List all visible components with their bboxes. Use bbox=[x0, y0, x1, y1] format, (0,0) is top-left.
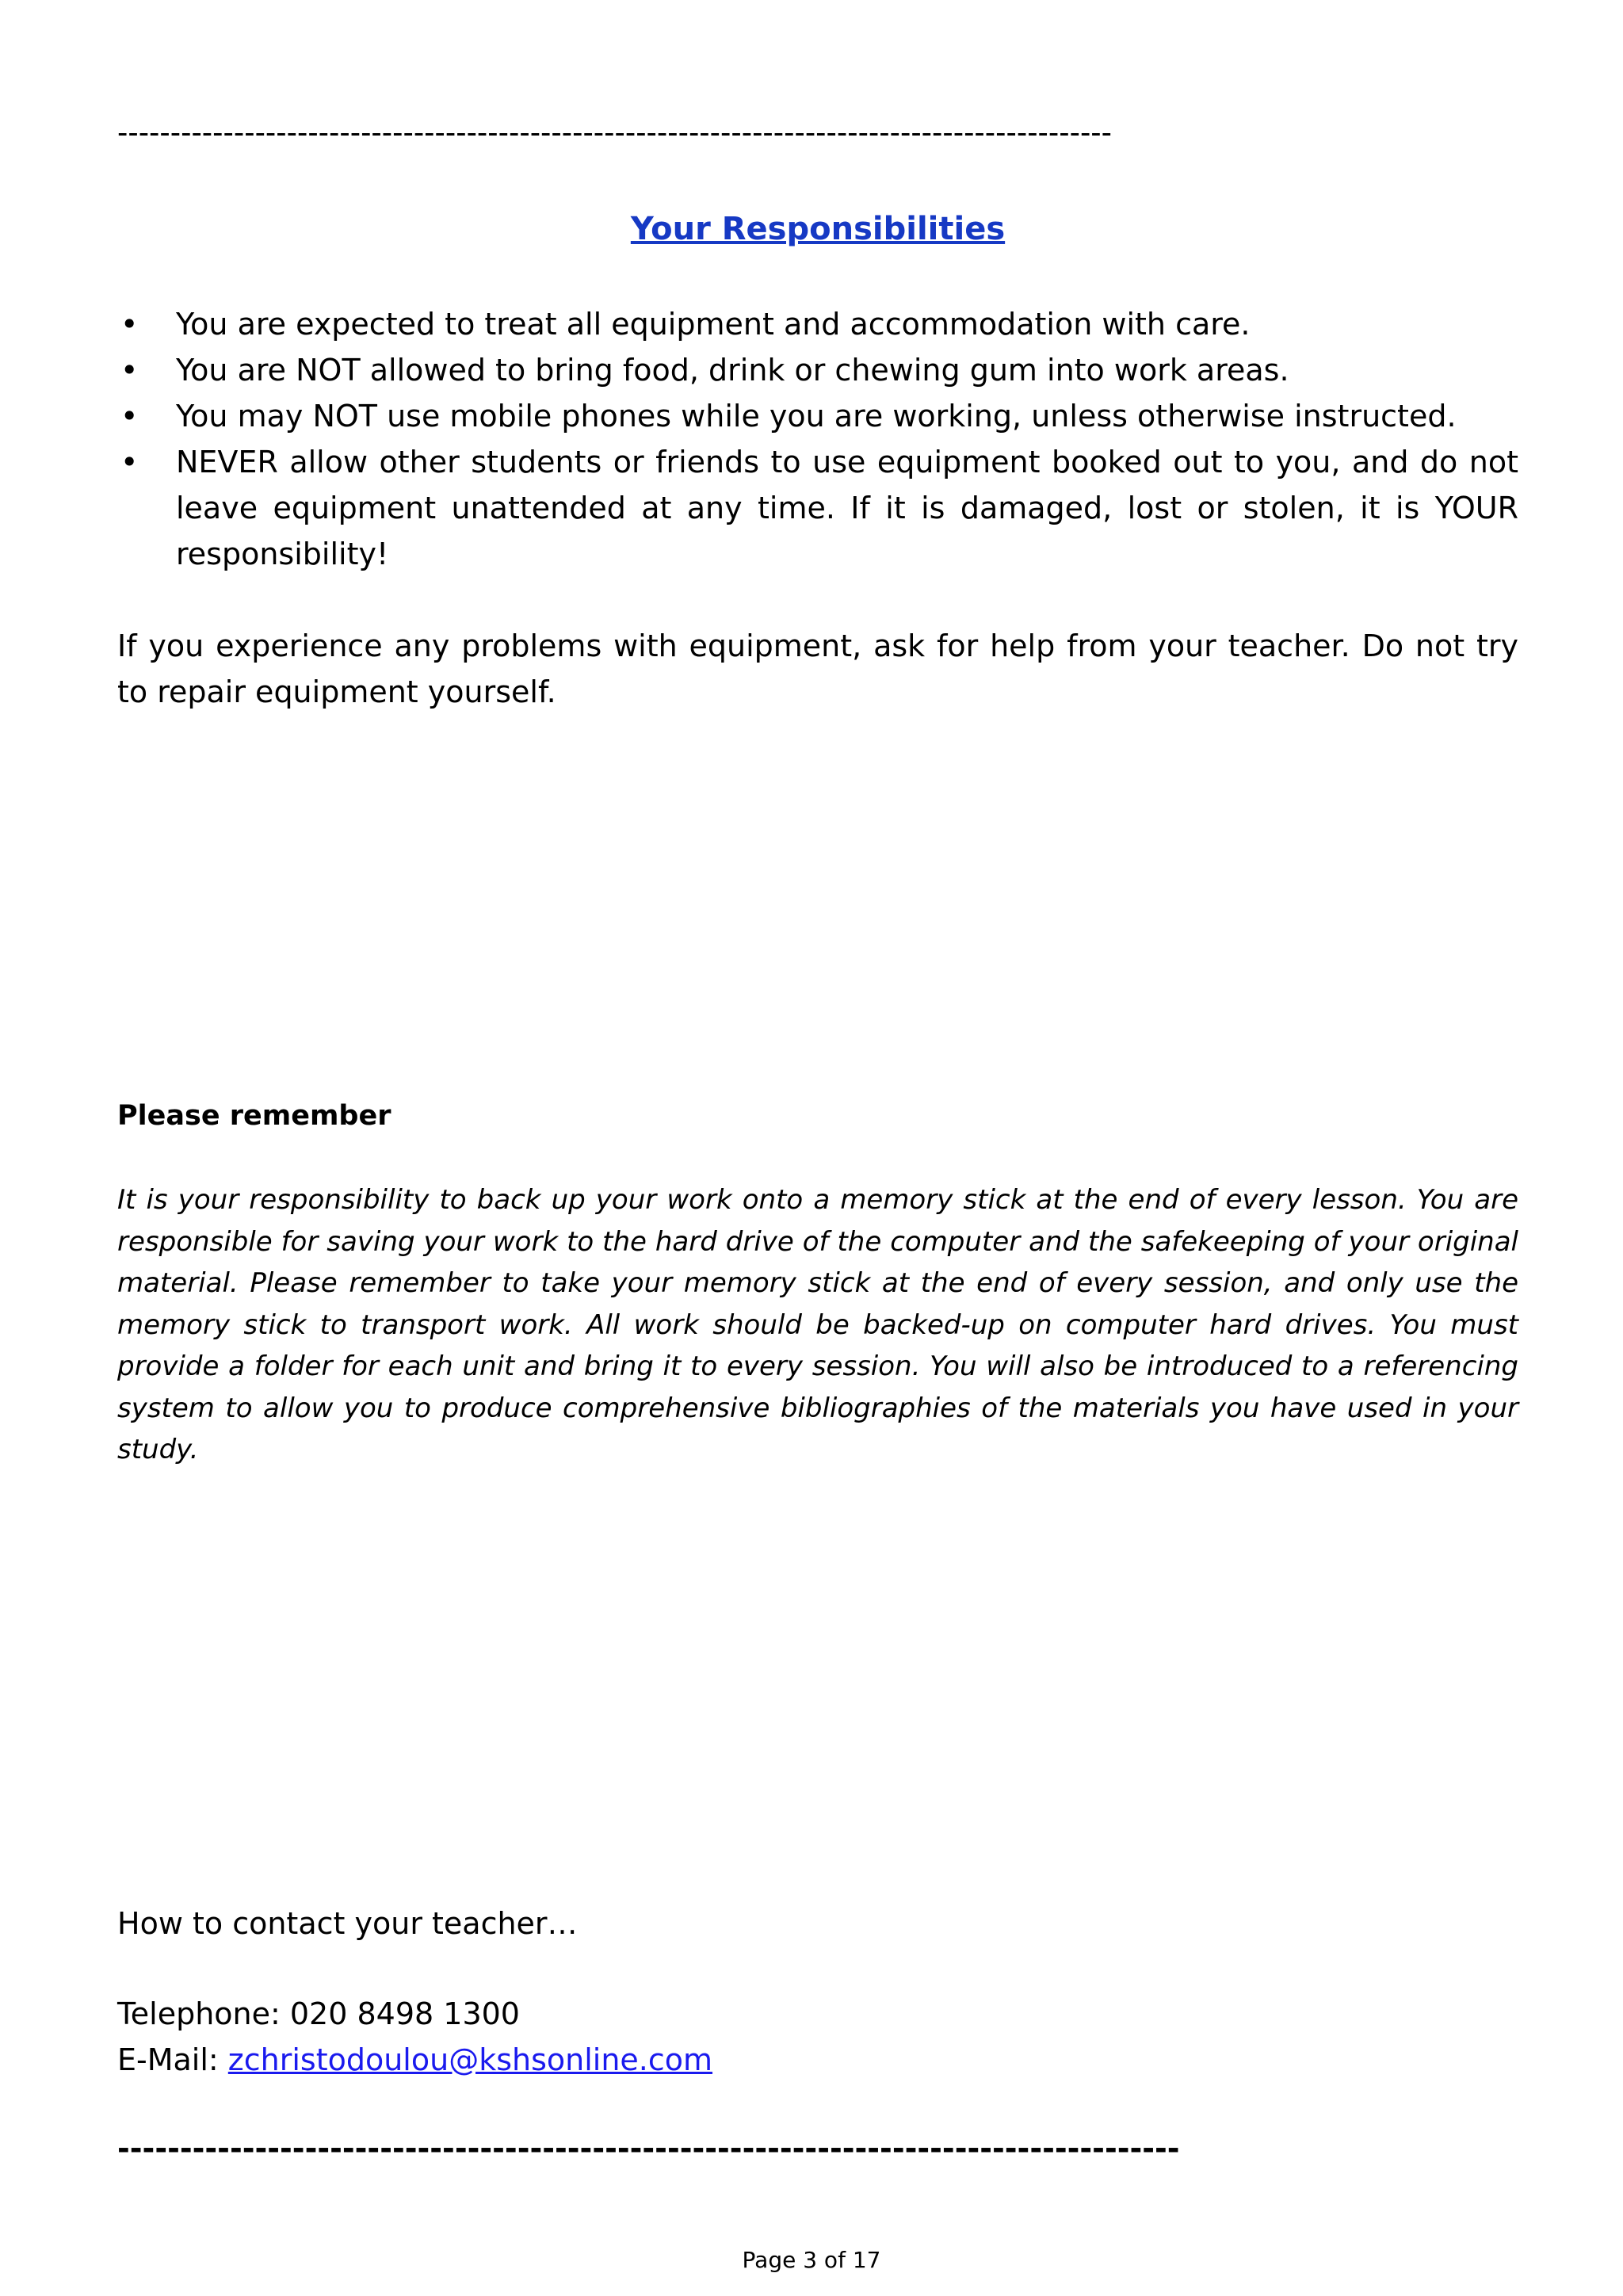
list-item bbox=[117, 393, 1518, 439]
bullet-icon: • bbox=[120, 445, 139, 479]
page-title: Your Responsibilities bbox=[630, 211, 1006, 247]
list-item bbox=[117, 439, 1518, 577]
page-number: Page 3 of 17 bbox=[742, 2247, 881, 2273]
list-item-text: NEVER allow other students or friends to use equipment booked out to you, and do not leave equipment unattended at any time. If it is damaged, lost or stolen, it is YOUR responsibility! bbox=[176, 445, 1518, 571]
separator-top: ---------------------------------------------------------------------------------------------- bbox=[117, 116, 1113, 150]
bullet-icon: • bbox=[120, 353, 139, 388]
list-item bbox=[117, 301, 1518, 347]
remember-heading: Please remember bbox=[117, 1100, 391, 1132]
contact-heading: How to contact your teacher… bbox=[117, 1906, 578, 1941]
separator-bottom: ------------------------------------------------------------------------------------- bbox=[117, 2131, 1180, 2166]
responsibilities-list bbox=[117, 301, 1518, 577]
problems-paragraph: If you experience any problems with equipment, ask for help from your teacher. Do not try to repair equipment yourself. bbox=[117, 628, 1518, 709]
list-item bbox=[117, 347, 1518, 393]
bullet-icon: • bbox=[120, 399, 139, 434]
email-label: E-Mail: bbox=[117, 2042, 228, 2077]
list-item-text: You may NOT use mobile phones while you are working, unless otherwise instructed. bbox=[176, 399, 1457, 434]
list-item-text: You are expected to treat all equipment and accommodation with care. bbox=[176, 307, 1251, 342]
bullet-icon: • bbox=[120, 307, 139, 342]
remember-paragraph: It is your responsibility to back up your work onto a memory stick at the end of every lesson. You are responsible for saving your work to the hard drive of the computer and the safekeeping of your original material. Please remember to take your memory stick at the end of every session, and only use the memory stick to transport work. All work should be backed-up on computer hard drives. You must provide a folder for each unit and bring it to every session. You will also be introduced to a referencing system to allow you to produce comprehensive bibliographies of the materials you have used in your study. bbox=[117, 1184, 1518, 1465]
telephone-line: Telephone: 020 8498 1300 bbox=[117, 1996, 520, 2031]
list-item-text: You are NOT allowed to bring food, drink or chewing gum into work areas. bbox=[176, 353, 1289, 388]
email-link[interactable]: zchristodoulou@kshsonline.com bbox=[227, 2042, 713, 2077]
email-line bbox=[117, 2037, 712, 2083]
